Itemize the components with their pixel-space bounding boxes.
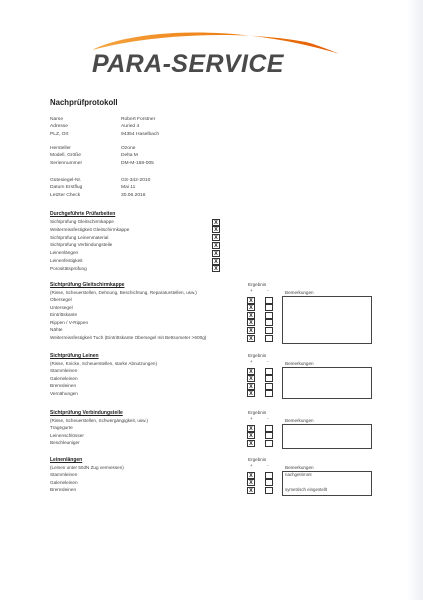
glider-value: Ozone <box>121 146 136 151</box>
minus-checkbox <box>265 335 273 342</box>
performed-item-label: Sichtprüfung Verbindungsteile <box>50 242 113 248</box>
check-row-label: Weiterreissfestigkeit Tuch (Eintrittskante Obersegel mit Bettsometer >600g) <box>50 335 207 340</box>
result-header: Ergebnis <box>248 410 267 415</box>
section-title: Sichtprüfung Verbindungsteile <box>50 410 123 416</box>
performed-checkbox: X <box>212 219 220 226</box>
minus-checkbox <box>265 375 273 382</box>
check-row-label: Bremsleinen <box>50 487 77 493</box>
plus-checkbox: X <box>247 425 255 432</box>
section-subtitle: (Risse, Scheuerstellen, Schwergängigkeit, usw.) <box>50 418 149 423</box>
section-subtitle: (Risse, Scheuerstellen, Dehnung, Beschichtung, Reparaturstellen, usw.) <box>50 290 197 295</box>
minus-checkbox <box>265 297 273 304</box>
check-row-label: Stammleinen <box>50 368 78 373</box>
minus-checkbox <box>265 479 273 486</box>
performed-item-label: Sichtprüfung Leinenmaterial <box>50 234 109 240</box>
plus-checkbox: X <box>247 375 255 382</box>
section-title: Sichtprüfung Leinen <box>50 353 99 359</box>
check-value: 30.06.2016 <box>121 192 146 198</box>
customer-label: Adresse <box>50 124 68 130</box>
minus-header: - <box>267 463 269 468</box>
remarks-box <box>282 296 372 344</box>
plus-checkbox: X <box>247 487 255 494</box>
performed-checkbox: X <box>212 234 220 241</box>
section-subtitle: (Risse, Knicke, Scheuerstellen, starke Abnutzungen) <box>50 361 157 366</box>
plus-header: + <box>250 288 253 293</box>
minus-checkbox <box>265 368 273 375</box>
plus-checkbox: X <box>247 432 255 439</box>
minus-header: - <box>267 416 269 421</box>
check-row-label: Eintrittskante <box>50 312 78 318</box>
logo-wordmark: PARA-SERVICE <box>92 50 284 78</box>
remark-text: symetrisch eingestellt <box>285 487 327 493</box>
minus-checkbox <box>265 390 273 397</box>
remarks-header: Bemerkungen <box>285 418 314 423</box>
plus-checkbox: X <box>247 312 255 319</box>
glider-value: DM-M-158-005 <box>121 160 154 166</box>
check-row-label: Obersegel <box>50 297 72 302</box>
check-row-label: Leinenschlösser <box>50 432 84 438</box>
customer-value: 94354 Haselbach <box>121 131 160 137</box>
minus-checkbox <box>265 425 273 432</box>
result-header: Ergebnis <box>248 282 267 287</box>
plus-header: + <box>250 463 253 468</box>
check-row-label: Galerieleinen <box>50 479 78 485</box>
check-row-label: Rippen / V-Rippen <box>50 319 89 325</box>
plus-checkbox: X <box>247 390 255 397</box>
check-row-label: Galerieleinen <box>50 375 78 381</box>
minus-checkbox <box>265 440 273 447</box>
result-header: Ergebnis <box>248 353 267 358</box>
performed-checkbox: X <box>212 250 220 257</box>
plus-checkbox: X <box>247 472 255 479</box>
plus-checkbox: X <box>247 368 255 375</box>
check-row-label: Vernähungen <box>50 390 78 396</box>
performed-checkbox: X <box>212 226 220 233</box>
section-title: Leinenlängen <box>50 457 83 463</box>
remarks-header: Bemerkungen <box>285 290 314 295</box>
plus-checkbox: X <box>247 440 255 447</box>
check-row-label: Untersegel <box>50 304 73 310</box>
customer-value: Robert Forstner <box>121 117 156 122</box>
check-label: Letzter Check <box>50 192 81 198</box>
plus-checkbox: X <box>247 297 255 304</box>
check-row-label: Nähte <box>50 327 63 333</box>
glider-label: Hersteller <box>50 146 71 151</box>
remarks-box <box>282 424 372 449</box>
plus-header: + <box>250 416 253 421</box>
check-row-label: Tragegurte <box>50 425 73 430</box>
plus-checkbox: X <box>247 319 255 326</box>
minus-checkbox <box>265 432 273 439</box>
performed-item-label: Weiterreissfestigkeit Gleitschirmkappe <box>50 226 130 232</box>
remark-text: nachgetrimmt <box>285 472 312 477</box>
performed-item-label: Sichtprüfung Gleitschirmkappe <box>50 219 114 224</box>
check-row-label: Beschleuniger <box>50 440 80 446</box>
plus-checkbox: X <box>247 335 255 342</box>
page-edge-shadow <box>407 0 423 600</box>
check-row-label: Stammleinen <box>50 472 78 477</box>
performed-item-label: Leinenlängen <box>50 250 79 256</box>
performed-title: Durchgeführte Prüfarbeiten <box>50 211 116 217</box>
glider-value: Delta M <box>121 153 138 159</box>
performed-checkbox: X <box>212 242 220 249</box>
minus-checkbox <box>265 327 273 334</box>
plus-header: + <box>250 359 253 364</box>
remarks-box <box>282 367 372 399</box>
customer-label: Name <box>50 117 64 122</box>
check-value: Mai 11 <box>121 185 136 191</box>
remarks-header: Bemerkungen <box>285 465 314 470</box>
section-title: Sichtprüfung Gleitschirmkappe <box>50 282 125 288</box>
minus-checkbox <box>265 383 273 390</box>
customer-value: Auried 4 <box>121 124 140 130</box>
section-subtitle: (Leinen unter 50dN Zug vermessen) <box>50 465 124 470</box>
result-header: Ergebnis <box>248 457 267 462</box>
check-row-label: Bremsleinen <box>50 383 77 389</box>
plus-checkbox: X <box>247 383 255 390</box>
plus-checkbox: X <box>247 327 255 334</box>
minus-checkbox <box>265 472 273 479</box>
performed-checkbox: X <box>212 258 220 265</box>
document-title: Nachprüfprotokoll <box>50 98 118 107</box>
plus-checkbox: X <box>247 304 255 311</box>
customer-label: PLZ, Ort <box>50 131 69 137</box>
minus-checkbox <box>265 312 273 319</box>
minus-checkbox <box>265 304 273 311</box>
check-value: GS-342-2010 <box>121 178 151 183</box>
minus-header: - <box>267 359 269 364</box>
performed-item-label: Leinenfestigkeit <box>50 258 83 263</box>
check-label: Datum Erstflug <box>50 185 83 191</box>
check-label: Gütesiegel-Nr. <box>50 178 82 183</box>
glider-label: Modell, Größe <box>50 153 81 159</box>
plus-checkbox: X <box>247 479 255 486</box>
minus-checkbox <box>265 487 273 494</box>
performed-checkbox: X <box>212 265 220 272</box>
minus-header: - <box>267 288 269 293</box>
performed-item-label: Porositätsprüfung <box>50 265 87 271</box>
minus-checkbox <box>265 319 273 326</box>
remarks-header: Bemerkungen <box>285 361 314 366</box>
glider-label: Seriennummer <box>50 160 83 166</box>
